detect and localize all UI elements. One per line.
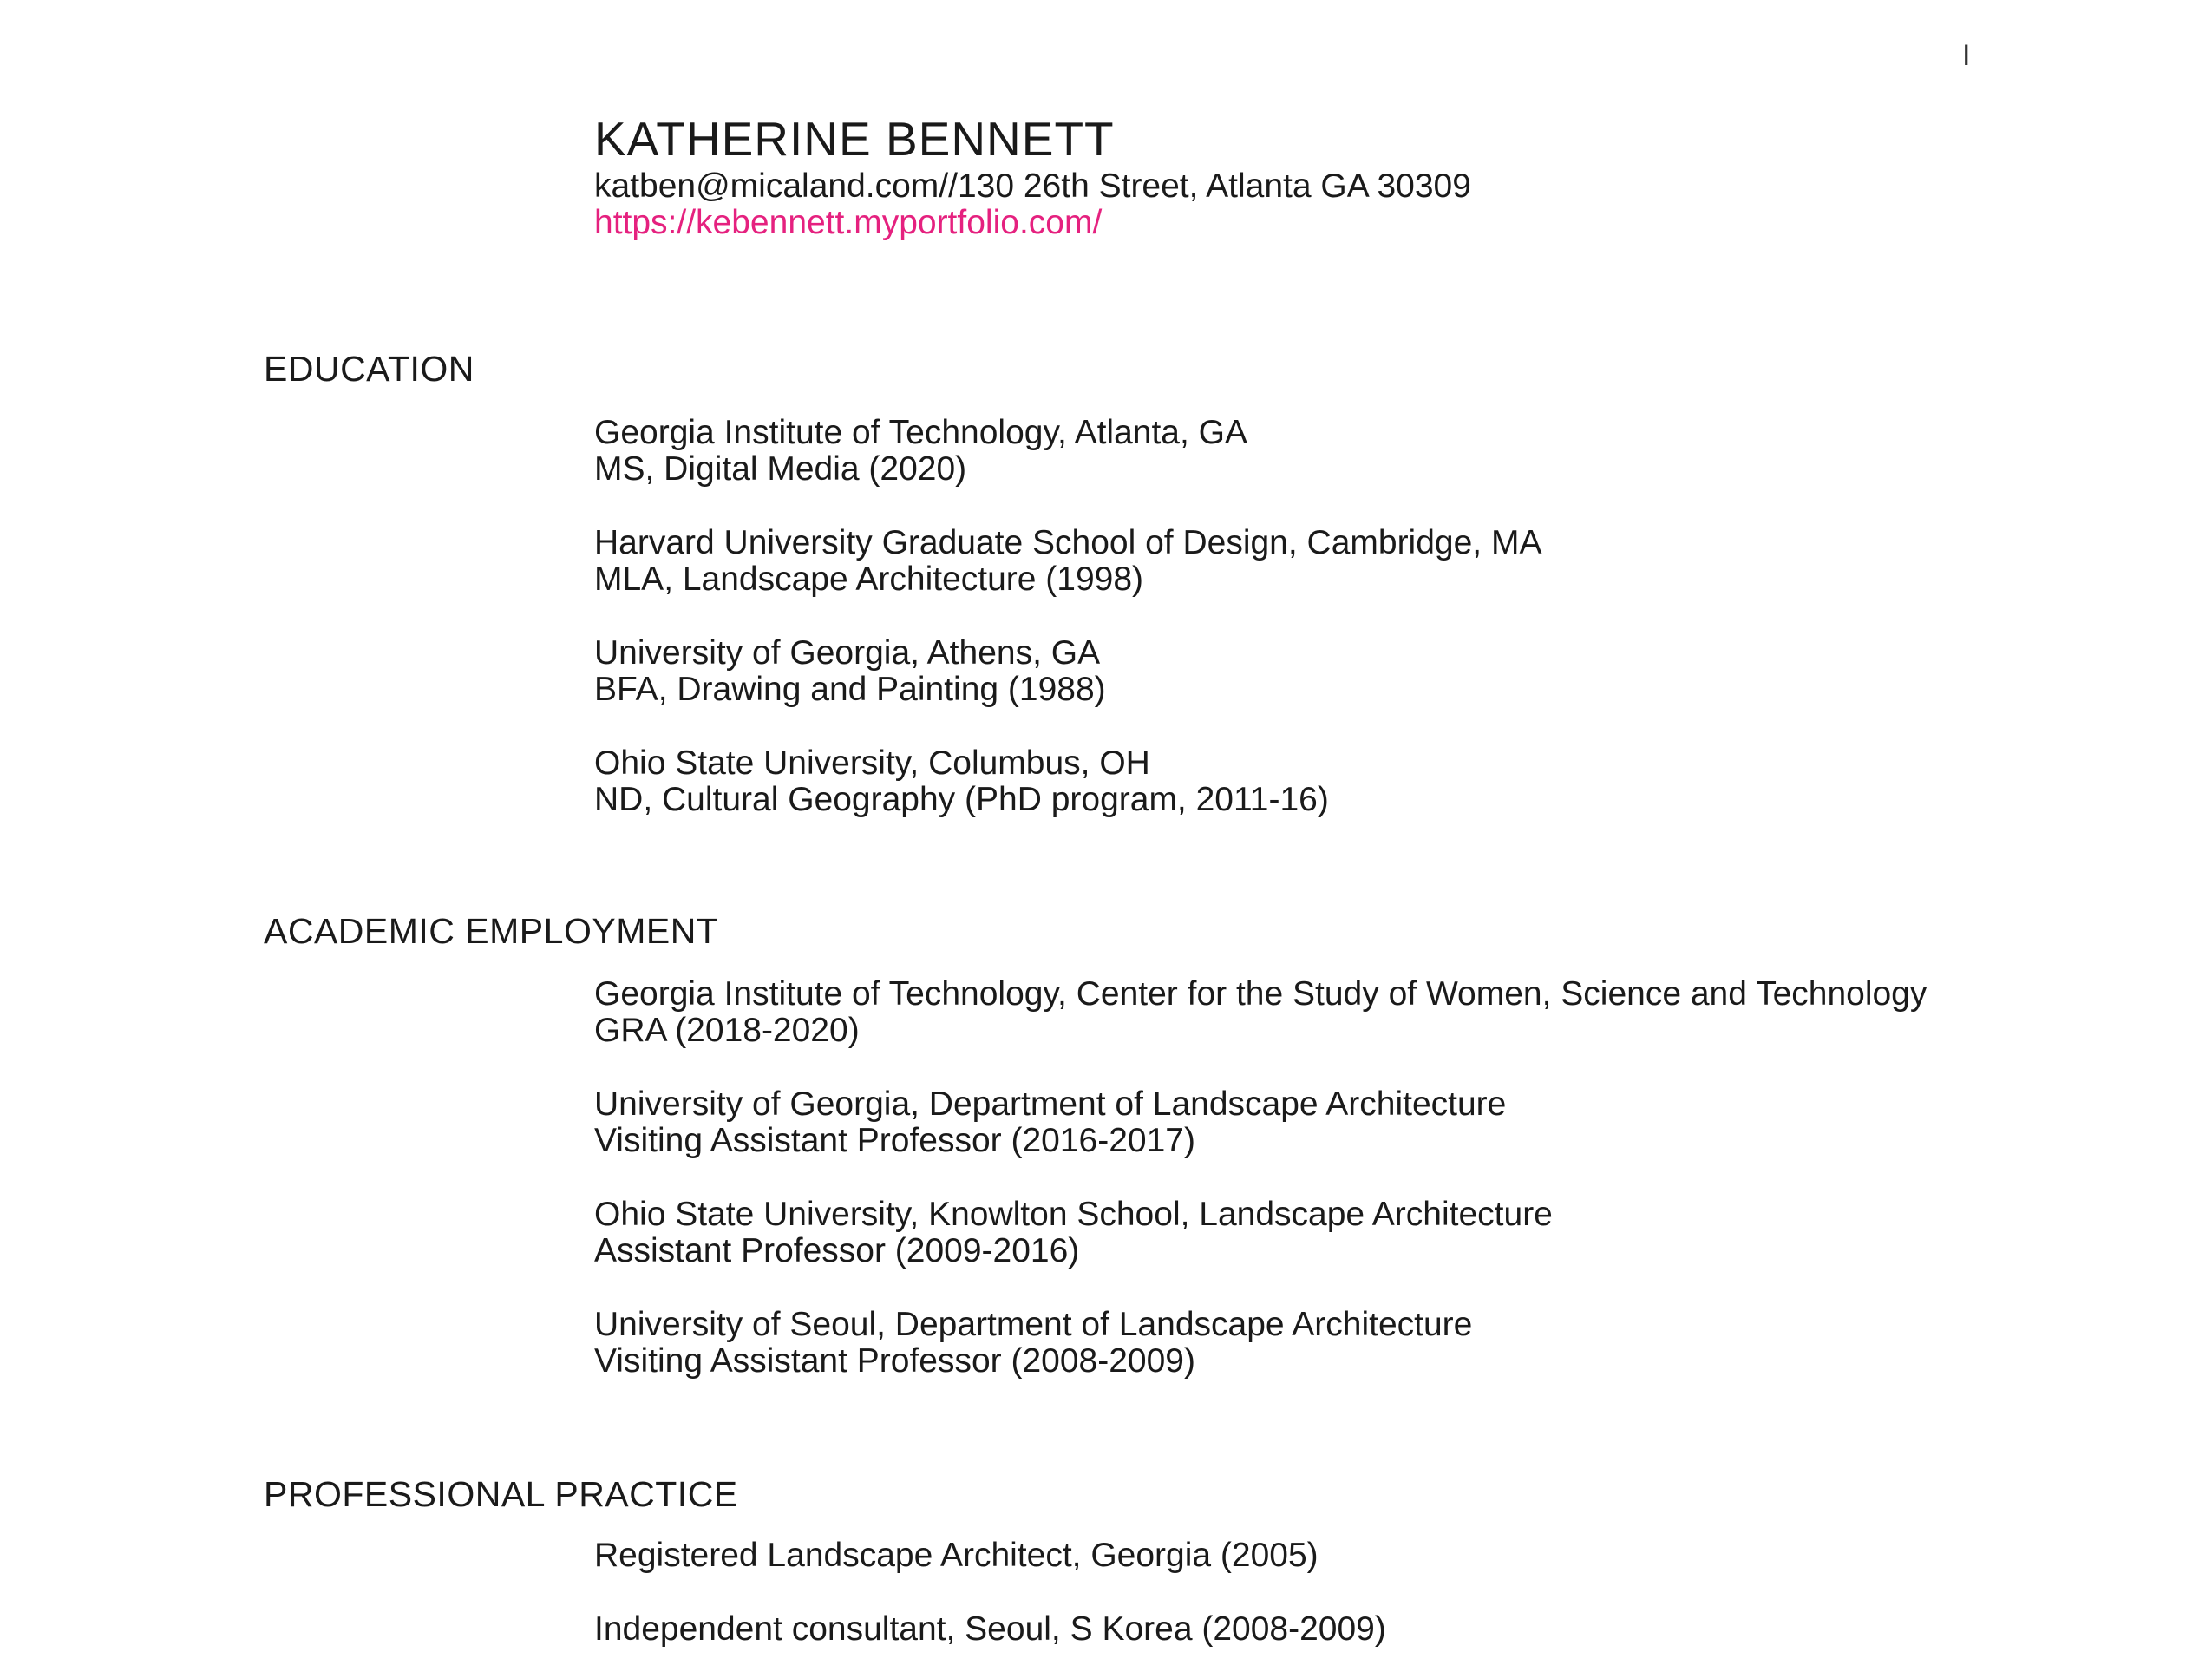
section-heading-education: EDUCATION (264, 349, 474, 389)
entry-institution: University of Seoul, Department of Landscape Architecture (594, 1306, 1473, 1343)
entry-detail: BFA, Drawing and Painting (1988) (594, 671, 1106, 708)
entry-institution: Ohio State University, Columbus, OH (594, 744, 1150, 782)
entry-institution: Ohio State University, Knowlton School, Landscape Architecture (594, 1196, 1553, 1233)
entry-institution: Harvard University Graduate School of Design, Cambridge, MA (594, 524, 1542, 561)
section-heading-academic-employment: ACADEMIC EMPLOYMENT (264, 911, 719, 951)
entry-text: Registered Landscape Architect, Georgia (2005) (594, 1537, 1319, 1574)
employment-entry (594, 1197, 2199, 1269)
portfolio-link[interactable]: https://kebennett.myportfolio.com/ (594, 204, 1103, 241)
education-entry (594, 415, 2199, 488)
practice-entry (594, 1538, 2199, 1574)
education-list (594, 415, 2199, 818)
entry-detail: GRA (2018-2020) (594, 1012, 860, 1049)
page-number: I (1962, 39, 1971, 72)
education-entry (594, 635, 2199, 708)
section-heading-professional-practice: PROFESSIONAL PRACTICE (264, 1474, 738, 1514)
entry-detail: Visiting Assistant Professor (2008-2009) (594, 1342, 1195, 1380)
cv-header (594, 111, 2156, 241)
professional-practice-list (594, 1538, 2199, 1648)
education-entry (594, 525, 2199, 598)
entry-detail: ND, Cultural Geography (PhD program, 2011-16) (594, 781, 1329, 818)
entry-detail: MLA, Landscape Architecture (1998) (594, 561, 1144, 598)
practice-entry (594, 1611, 2199, 1648)
entry-detail: Visiting Assistant Professor (2016-2017) (594, 1122, 1195, 1159)
education-entry (594, 745, 2199, 818)
entry-institution: Georgia Institute of Technology, Atlanta, GA (594, 414, 1248, 451)
entry-detail: Assistant Professor (2009-2016) (594, 1232, 1080, 1269)
name-heading: KATHERINE BENNETT (594, 112, 1115, 166)
entry-text: Independent consultant, Seoul, S Korea (2008-2009) (594, 1610, 1386, 1648)
employment-entry (594, 1086, 2199, 1159)
contact-line: katben@micaland.com//130 26th Street, Atlanta GA 30309 (594, 167, 1471, 205)
employment-entry (594, 1307, 2199, 1380)
employment-entry (594, 976, 2199, 1049)
academic-employment-list (594, 976, 2199, 1380)
entry-institution: University of Georgia, Athens, GA (594, 634, 1101, 672)
entry-institution: University of Georgia, Department of Landscape Architecture (594, 1085, 1507, 1123)
entry-detail: MS, Digital Media (2020) (594, 450, 967, 488)
entry-institution: Georgia Institute of Technology, Center for the Study of Women, Science and Technology (594, 975, 1927, 1013)
